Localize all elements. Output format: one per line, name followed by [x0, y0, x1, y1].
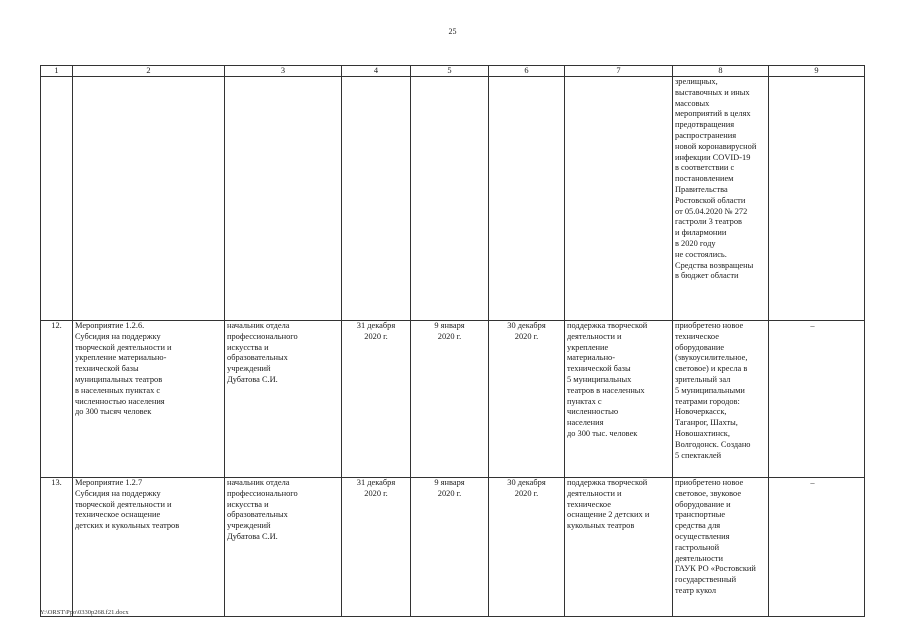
file-path-footer: Y:\ORST\Ppo\0330p268.f21.docx [40, 609, 129, 616]
event-name: Мероприятие 1.2.7 Субсидия на поддержку творческой деятельности и техническое оснащение детских и кукольных театров [73, 478, 225, 617]
dash-mark: – [810, 478, 815, 487]
result-fact: приобретено новое техническое оборудование (звукоусилительное, световое) и кресла в зрительный зал 5 муниципальными театрами городов: Новочеркасск, Таганрог, Шахты, Новошахтинск, Волгодонск. Создано 5 спектаклей [673, 321, 769, 478]
end-date-fact: 30 декабря 2020 г. [489, 478, 565, 617]
end-date-plan: 9 января 2020 г. [411, 321, 489, 478]
end-date-plan: 9 января 2020 г. [411, 478, 489, 617]
header-cell: 7 [565, 66, 673, 77]
result-fact: зрелищных, выставочных и иных массовых мероприятий в целях предотвращения распространения новой коронавирусной инфекции COVID-19 в соответствии с постановлением Правительства Ростовской области от 05.04.2020 № 272 гастроли 3 театров и филармонии в 2020 году не состоялись. Средства возвращены в бюджет области [673, 77, 769, 321]
header-cell: 6 [489, 66, 565, 77]
header-cell: 9 [769, 66, 865, 77]
start-date [342, 77, 411, 321]
event-name: Мероприятие 1.2.6. Субсидия на поддержку творческой деятельности и укрепление материально- технической базы муниципальных театров в населенных пунктах с численностью населения до 300 тысяч человек [73, 321, 225, 478]
dash-mark: – [810, 321, 815, 330]
result-fact: приобретено новое световое, звуковое оборудование и транспортные средства для осуществления гастрольной деятельности ГАУК РО «Ростовский государственный театр кукол [673, 478, 769, 617]
table-row [41, 321, 865, 478]
header-cell: 3 [225, 66, 342, 77]
header-cell: 1 [41, 66, 73, 77]
row-number [41, 77, 73, 321]
result-plan: поддержка творческой деятельности и техническое оснащение 2 детских и кукольных театров [565, 478, 673, 617]
start-date: 31 декабря 2020 г. [342, 321, 411, 478]
page-number: 25 [448, 27, 457, 36]
row-number: 12. [41, 321, 73, 478]
responsible-person: начальник отдела профессионального искусства и образовательных учреждений Дубатова С.И. [225, 478, 342, 617]
reasons [769, 478, 865, 617]
header-cell: 4 [342, 66, 411, 77]
end-date-plan [411, 77, 489, 321]
reasons [769, 321, 865, 478]
reasons [769, 77, 865, 321]
result-plan [565, 77, 673, 321]
row-number: 13. [41, 478, 73, 617]
end-date-fact [489, 77, 565, 321]
start-date: 31 декабря 2020 г. [342, 478, 411, 617]
table-header-row [41, 66, 865, 77]
table-row [41, 478, 865, 617]
event-name [73, 77, 225, 321]
responsible-person: начальник отдела профессионального искусства и образовательных учреждений Дубатова С.И. [225, 321, 342, 478]
table-row [41, 77, 865, 321]
responsible-person [225, 77, 342, 321]
header-cell: 5 [411, 66, 489, 77]
header-cell: 2 [73, 66, 225, 77]
report-table [40, 65, 865, 617]
end-date-fact: 30 декабря 2020 г. [489, 321, 565, 478]
header-cell: 8 [673, 66, 769, 77]
result-plan: поддержка творческой деятельности и укрепление материально- технической базы 5 муниципальных театров в населенных пунктах с численностью населения до 300 тыс. человек [565, 321, 673, 478]
